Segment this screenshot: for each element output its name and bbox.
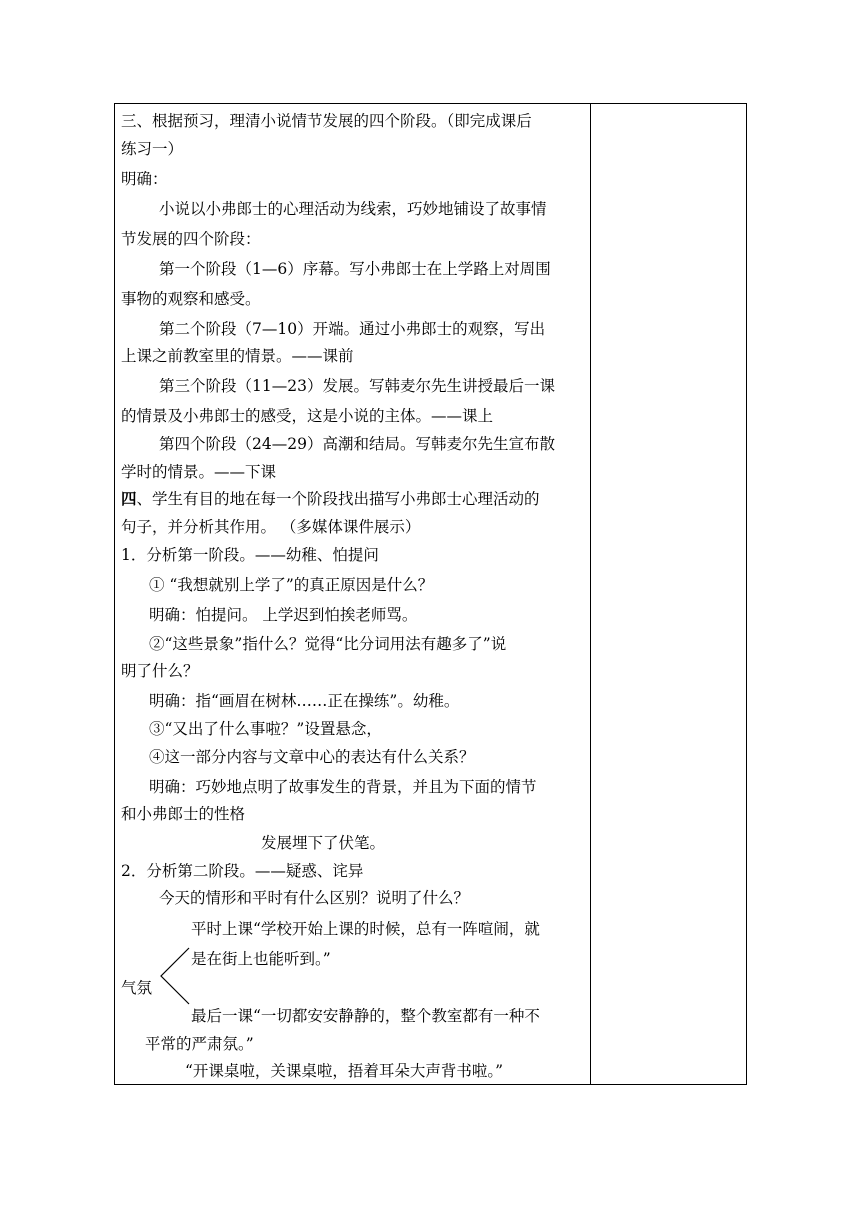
part1-answer4-line2: 和小弗郎士的性格	[121, 805, 246, 823]
stage1-line2: 事物的观察和感受。	[121, 290, 261, 308]
part1-answer1: 明确：怕提问。 上学迟到怕挨老师骂。	[149, 606, 418, 624]
part1-answer2: 明确：指“画眉在树林……正在操练”。幼稚。	[149, 692, 460, 710]
part2-title: 2．分析第二阶段。——疑惑、诧异	[121, 862, 364, 880]
section3-heading: 三、根据预习，理清小说情节发展的四个阶段。（即完成课后	[121, 112, 532, 130]
stage2-line1: 第二个阶段（7—10）开端。通过小弗郎士的观察，写出	[159, 320, 546, 338]
part1-question2-line2: 明了什么？	[121, 662, 199, 680]
part2-brace-label: 气氛	[121, 979, 153, 997]
stage4-line1: 第四个阶段（24—29）高潮和结局。写韩麦尔先生宣布散	[159, 435, 555, 453]
section4-number: 四	[121, 489, 137, 508]
part1-answer4-line3: 发展埋下了伏笔。	[261, 834, 386, 852]
part1-title: 1．分析第一阶段。——幼稚、怕提问	[121, 546, 379, 564]
column-divider	[590, 104, 591, 1084]
part2-usual-line2: 是在街上也能听到。”	[191, 950, 331, 968]
part2-question: 今天的情形和平时有什么区别？说明了什么？	[159, 889, 470, 907]
part1-answer4-line1: 明确：巧妙地点明了故事发生的背景，并且为下面的情节	[149, 778, 537, 796]
section3-intro-line2: 节发展的四个阶段：	[121, 230, 261, 248]
section4-heading-text: 、学生有目的地在每一个阶段找出描写小弗郎士心理活动的	[136, 490, 540, 508]
stage3-line2: 的情景及小弗郎士的感受，这是小说的主体。——课上	[121, 407, 494, 425]
part2-last-line1: 最后一课“一切都安安静静的，整个教室都有一种不	[191, 1007, 540, 1025]
part1-question4: ④这一部分内容与文章中心的表达有什么关系？	[149, 748, 475, 766]
lesson-table	[114, 103, 747, 1085]
section4-heading	[121, 489, 540, 509]
part1-question1: ① “我想就别上学了”的真正原因是什么？	[149, 576, 434, 594]
stage2-line2: 上课之前教室里的情景。——课前	[121, 347, 354, 365]
part1-question2-line1: ②“这些景象”指什么？觉得“比分词用法有趣多了”说	[149, 635, 507, 653]
stage4-line2: 学时的情景。——下课	[121, 463, 277, 481]
section3-heading-cont: 练习一）	[121, 140, 184, 158]
brace-bracket	[159, 946, 191, 1006]
part2-quote: “开课桌啦，关课桌啦，捂着耳朵大声背书啦。”	[185, 1062, 504, 1080]
section4-heading-cont: 句子，并分析其作用。 （多媒体课件展示）	[121, 518, 421, 536]
section3-label: 明确：	[121, 170, 168, 188]
part1-question3: ③“又出了什么事啦？”设置悬念，	[149, 720, 382, 738]
stage1-line1: 第一个阶段（1—6）序幕。写小弗郎士在上学路上对周围	[159, 260, 551, 278]
stage3-line1: 第三个阶段（11—23）发展。写韩麦尔先生讲授最后一课	[159, 377, 555, 395]
section3-intro-line1: 小说以小弗郎士的心理活动为线索，巧妙地铺设了故事情	[159, 200, 547, 218]
part2-last-line2: 平常的严肃氛。”	[145, 1035, 254, 1053]
part2-usual-line1: 平时上课“学校开始上课的时候，总有一阵喧闹，就	[191, 920, 540, 938]
